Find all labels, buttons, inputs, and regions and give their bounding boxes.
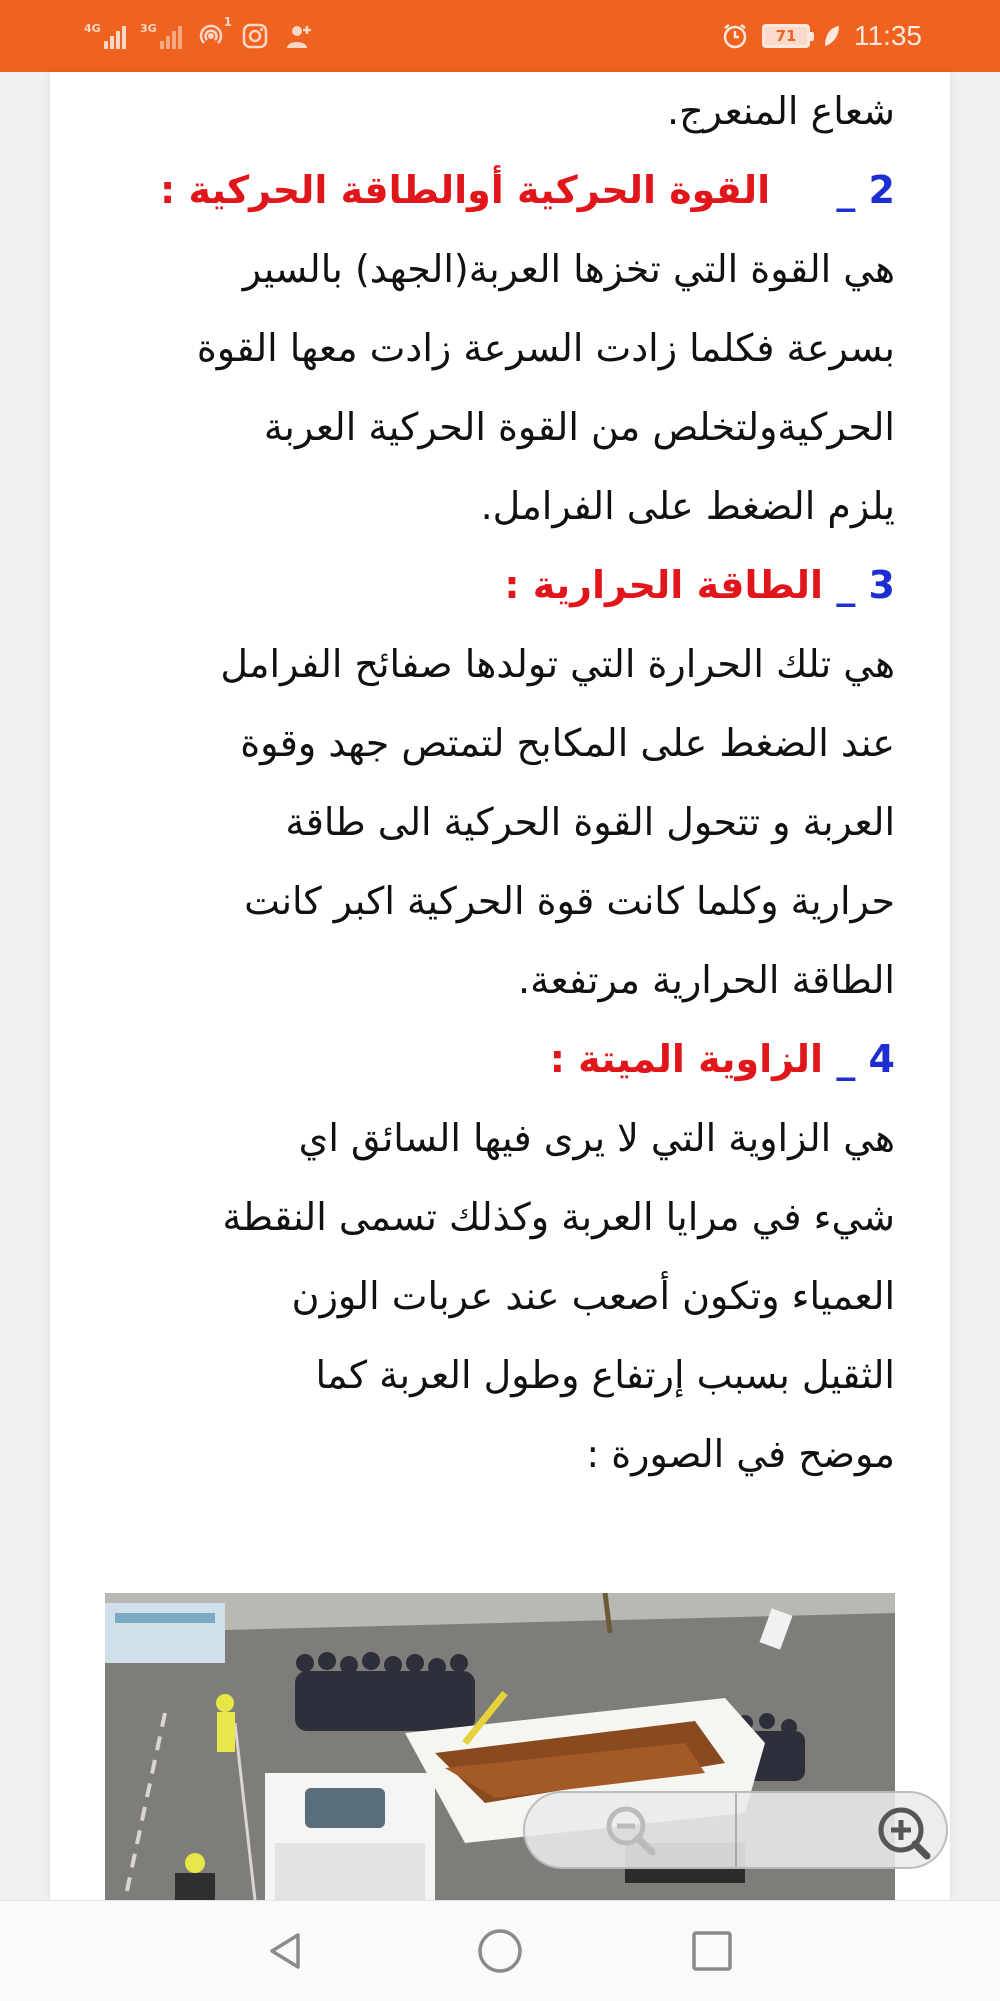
paragraph-line: هي القوة التي تخزها العربة(الجهد) بالسير xyxy=(242,247,895,291)
signal-3g-icon xyxy=(140,23,182,49)
recents-button[interactable] xyxy=(684,1923,740,1979)
status-icons-right xyxy=(720,16,922,56)
back-icon xyxy=(264,1929,308,1973)
navigation-bar xyxy=(0,1900,1000,2001)
add-contact-icon xyxy=(284,21,314,51)
intro-line: شعاع المنعرج. xyxy=(667,89,895,133)
recents-icon xyxy=(690,1929,734,1973)
clock: 11:35 xyxy=(854,20,922,51)
back-button[interactable] xyxy=(258,1923,314,1979)
paragraph-line: شيء في مرايا العربة وكذلك تسمى النقطة xyxy=(222,1195,895,1239)
hotspot-count: 1 xyxy=(223,15,232,29)
section-title: القوة الحركية أوالطاقة الحركية : xyxy=(160,168,771,212)
paragraph-line: موضح في الصورة : xyxy=(586,1432,895,1476)
section-title: الزاوية الميتة : xyxy=(549,1037,824,1081)
paragraph-line: حرارية وكلما كانت قوة الحركية اكبر كانت xyxy=(244,879,895,923)
home-icon xyxy=(476,1927,524,1975)
signal-4g-icon xyxy=(84,23,126,49)
section-number: 2 _ xyxy=(836,168,895,212)
instagram-icon xyxy=(240,21,270,51)
battery-level: 71 xyxy=(775,27,797,45)
paragraph-line: الحركيةولتخلص من القوة الحركية العربة xyxy=(263,405,895,449)
section-heading-3 xyxy=(105,546,895,625)
section-number: 3 _ xyxy=(836,563,895,607)
paragraph-line: هي تلك الحرارة التي تولدها صفائح الفرامل xyxy=(220,642,895,686)
alarm-icon xyxy=(720,21,750,51)
leaf-icon xyxy=(822,21,842,51)
status-icons-left xyxy=(84,15,314,54)
home-button[interactable] xyxy=(472,1923,528,1979)
paragraph-line: العربة و تتحول القوة الحركية الى طاقة xyxy=(285,800,895,844)
section-title: الطاقة الحرارية : xyxy=(504,563,824,607)
section-heading-2 xyxy=(105,151,895,230)
hotspot-icon xyxy=(196,15,232,51)
section-number: 4 _ xyxy=(836,1037,895,1081)
paragraph-line: الثقيل بسبب إرتفاع وطول العربة كما xyxy=(315,1353,895,1397)
paragraph-line: عند الضغط على المكابح لتمتص جهد وقوة xyxy=(240,721,895,765)
cropped-line xyxy=(105,52,895,72)
paragraph-line: العمياء وتكون أصعب عند عربات الوزن xyxy=(291,1274,895,1318)
zoom-in-button[interactable] xyxy=(735,1793,947,1867)
paragraph-line: الطاقة الحرارية مرتفعة. xyxy=(518,958,895,1002)
zoom-out-icon xyxy=(600,1800,660,1860)
network-type-2: 3G xyxy=(140,22,157,35)
section-heading-4 xyxy=(105,1020,895,1099)
paragraph-line: هي الزاوية التي لا يرى فيها السائق اي xyxy=(298,1116,895,1160)
zoom-out-button[interactable] xyxy=(525,1793,735,1867)
network-type-1: 4G xyxy=(84,22,101,35)
paragraph-line: بسرعة فكلما زادت السرعة زادت معها القوة xyxy=(196,326,895,370)
zoom-in-icon xyxy=(871,1800,931,1860)
zoom-controls xyxy=(523,1791,948,1869)
battery-icon xyxy=(762,24,810,48)
article-body xyxy=(105,72,895,1494)
paragraph-line: يلزم الضغط على الفرامل. xyxy=(480,484,895,528)
